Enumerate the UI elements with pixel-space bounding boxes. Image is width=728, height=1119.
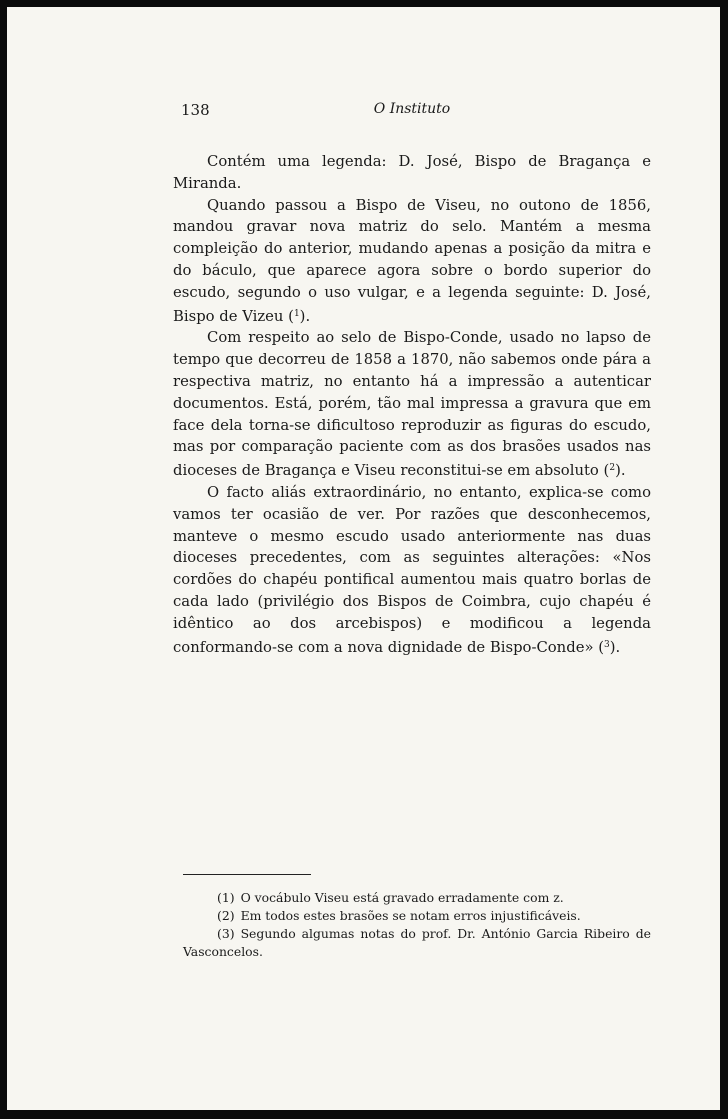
footnote-ref: 1 — [293, 308, 300, 319]
footnote: (2) Em todos estes brasões se notam erros injustificáveis. — [217, 908, 581, 923]
footnote-marker: (3) — [217, 926, 235, 941]
page-content — [173, 97, 651, 658]
document-page — [7, 7, 720, 1110]
running-title: O Instituto — [373, 101, 451, 117]
footnote-separator — [183, 874, 311, 875]
footnote-marker: (2) — [217, 908, 235, 923]
body-text — [173, 151, 651, 658]
paragraph: O facto aliás extraordinário, no entanto, explica-se como vamos ter ocasião de ver. Por razões que desconhecemos, manteve o mesmo escudo usado anteriormente nas duas dioceses precedentes, com as seguintes alterações: «Nos cordões do chapéu pontifical aumentou mais quatro borlas de cada lado (privilégio dos Bispos de Coimbra, cujo chapéu é idêntico ao dos arcebispos) e modificou a legenda conformando-se com a nova dignidade de Bispo-Conde» ($^3$). — [173, 483, 651, 656]
footnote-marker: (1) — [217, 890, 235, 905]
footnote: (3) Segundo algumas notas do prof. Dr. António Garcia Ribeiro de Vasconcelos. — [183, 926, 651, 959]
footnote-ref: 2 — [609, 463, 616, 474]
footnotes — [183, 889, 651, 961]
footnote-ref: 3 — [603, 639, 610, 650]
paragraph: Quando passou a Bispo de Viseu, no outono de 1856, mandou gravar nova matriz do selo. Mantém a mesma compleição do anterior, mudando apenas a posição da mitra e do báculo, que aparece agora sobre o bordo superior do escudo, segundo o uso vulgar, e a legenda seguinte: D. José, Bispo de Vizeu ($^1$). — [173, 196, 651, 325]
footnote: (1) O vocábulo Viseu está gravado erradamente com z. — [217, 890, 564, 905]
page-header — [173, 97, 651, 121]
paragraph: Contém uma legenda: D. José, Bispo de Bragança e Miranda. — [173, 153, 651, 192]
page-number: 138 — [181, 101, 210, 119]
paragraph: Com respeito ao selo de Bispo-Conde, usado no lapso de tempo que decorreu de 1858 a 1870, não sabemos onde pára a respectiva matriz, no entanto há a impressão a autenticar documentos. Está, porém, tão mal impressa a gravura que em face dela torna-se dificultoso reproduzir as figuras do escudo, mas por comparação paciente com as dos brasões usados nas dioceses de Bragança e Viseu reconstitui-se em absoluto ($^2$). — [173, 329, 651, 480]
